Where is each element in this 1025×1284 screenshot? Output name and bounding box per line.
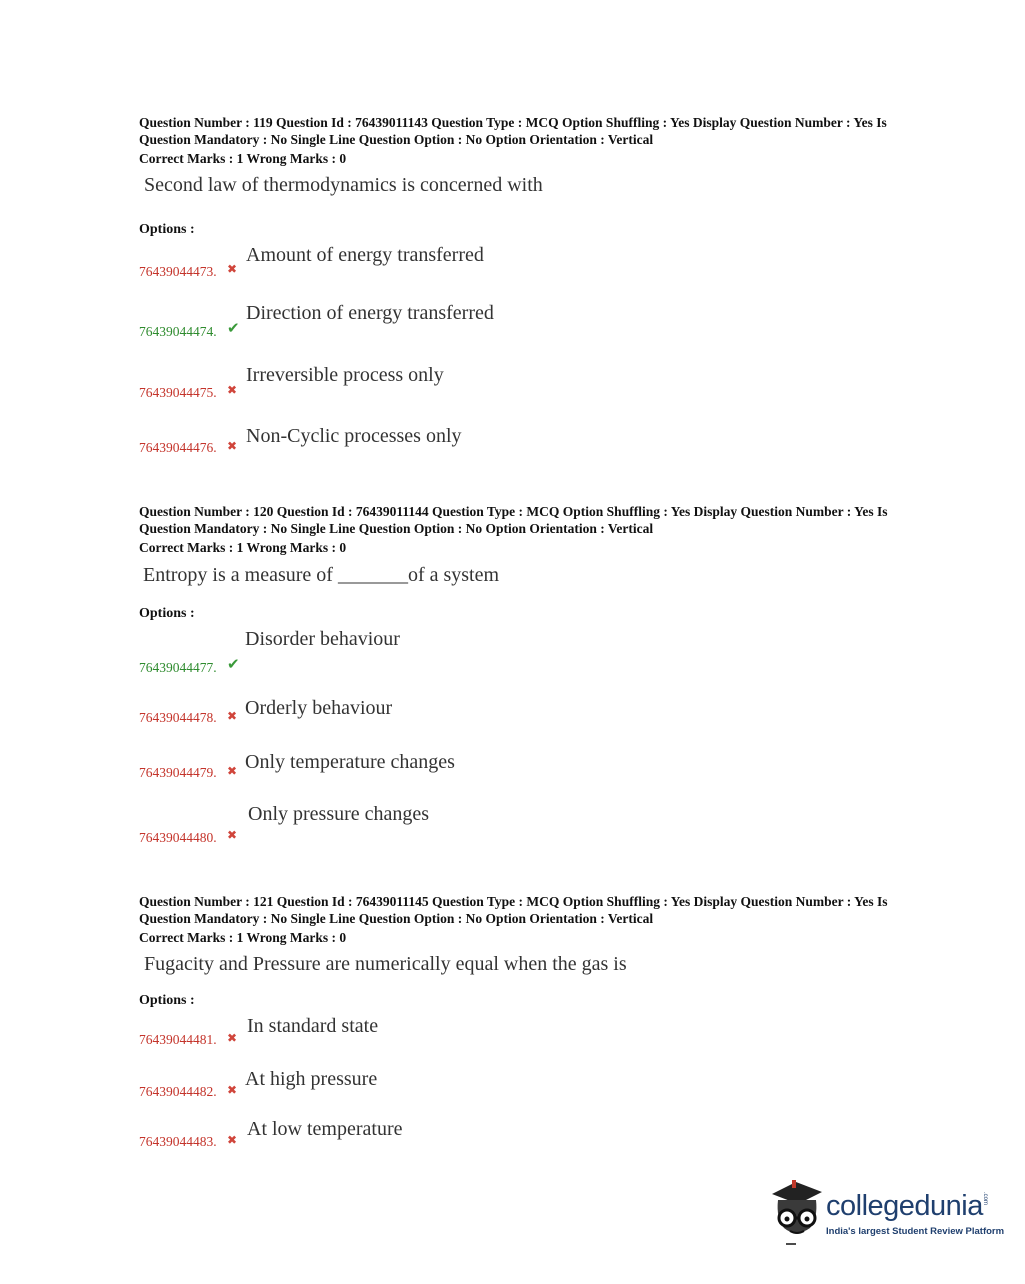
check-mark-icon: ✔ (227, 321, 240, 337)
option-id: 76439044481. (139, 1032, 217, 1047)
question-meta: Question Number : 121 Question Id : 76439011145 Question Type : MCQ Option Shuffling : Yes Display Question Number : Yes Is Question Mandatory : No Single Line Question Option : No Option Orientation : Vertical (139, 894, 888, 926)
cross-mark-icon: ✖ (227, 1133, 238, 1147)
logo-tagline: India's largest Student Review Platform (826, 1226, 1005, 1237)
collegedunia-logo (768, 1178, 1005, 1248)
option-text: Non-Cyclic processes only (246, 425, 462, 447)
question-marks: Correct Marks : 1 Wrong Marks : 0 (139, 151, 347, 166)
question-text: Fugacity and Pressure are numerically equal when the gas is (144, 953, 627, 975)
options-label: Options : (139, 606, 195, 621)
option-text: Disorder behaviour (245, 628, 400, 650)
option-id: 76439044474. (139, 324, 217, 339)
option-row (139, 364, 839, 404)
question-text: Entropy is a measure of _______of a system (143, 564, 500, 586)
option-row (139, 697, 839, 737)
cross-mark-icon: ✖ (227, 1083, 238, 1097)
option-text: Direction of energy transferred (246, 302, 494, 324)
question-meta: Question Number : 119 Question Id : 76439011143 Question Type : MCQ Option Shuffling : Yes Display Question Number : Yes Is Question Mandatory : No Single Line Question Option : No Option Orientation : Vertical (139, 115, 887, 147)
option-text: In standard state (247, 1015, 379, 1037)
cross-mark-icon: ✖ (227, 439, 238, 453)
options-label: Options : (139, 222, 195, 237)
option-row (139, 751, 839, 791)
option-id: 76439044479. (139, 765, 217, 780)
question-text: Second law of thermodynamics is concerned with (144, 174, 543, 196)
cross-mark-icon: ✖ (227, 1031, 238, 1045)
option-id: 76439044473. (139, 264, 217, 279)
option-id: 76439044480. (139, 830, 217, 845)
question-block-121 (139, 893, 909, 1163)
options-label: Options : (139, 993, 195, 1008)
option-text: Orderly behaviour (245, 697, 393, 719)
option-text: Amount of energy transferred (246, 244, 484, 266)
option-row (139, 1015, 839, 1055)
option-id: 76439044482. (139, 1084, 217, 1099)
check-mark-icon: ✔ (227, 657, 240, 673)
cross-mark-icon: ✖ (227, 828, 238, 842)
option-id: 76439044475. (139, 385, 217, 400)
cross-mark-icon: ✖ (227, 709, 238, 723)
question-block-120 (139, 503, 909, 853)
option-id: 76439044483. (139, 1134, 217, 1149)
option-id: 76439044476. (139, 440, 217, 455)
option-row (139, 425, 839, 465)
option-text: At high pressure (245, 1068, 378, 1090)
option-text: Only temperature changes (245, 751, 455, 773)
cross-mark-icon: ✖ (227, 383, 238, 397)
option-id: 76439044477. (139, 660, 217, 675)
option-text: At low temperature (247, 1118, 403, 1140)
option-id: 76439044478. (139, 710, 217, 725)
option-row (139, 1118, 839, 1158)
question-marks: Correct Marks : 1 Wrong Marks : 0 (139, 540, 347, 555)
cross-mark-icon: ✖ (227, 262, 238, 276)
option-row (139, 628, 839, 675)
logo-dotcom: .com (982, 1192, 988, 1206)
option-row (139, 244, 839, 284)
question-marks: Correct Marks : 1 Wrong Marks : 0 (139, 930, 347, 945)
cross-mark-icon: ✖ (227, 764, 238, 778)
option-row (139, 1068, 839, 1108)
option-row (139, 803, 839, 843)
option-text: Only pressure changes (248, 803, 430, 825)
question-meta: Question Number : 120 Question Id : 76439011144 Question Type : MCQ Option Shuffling : Yes Display Question Number : Yes Is Question Mandatory : No Single Line Question Option : No Option Orientation : Vertical (139, 504, 888, 536)
option-text: Irreversible process only (246, 364, 444, 386)
question-block-119 (139, 114, 909, 464)
mascot-icon (768, 1178, 826, 1248)
option-row (139, 302, 839, 342)
logo-wordmark: collegedunia (826, 1190, 983, 1222)
